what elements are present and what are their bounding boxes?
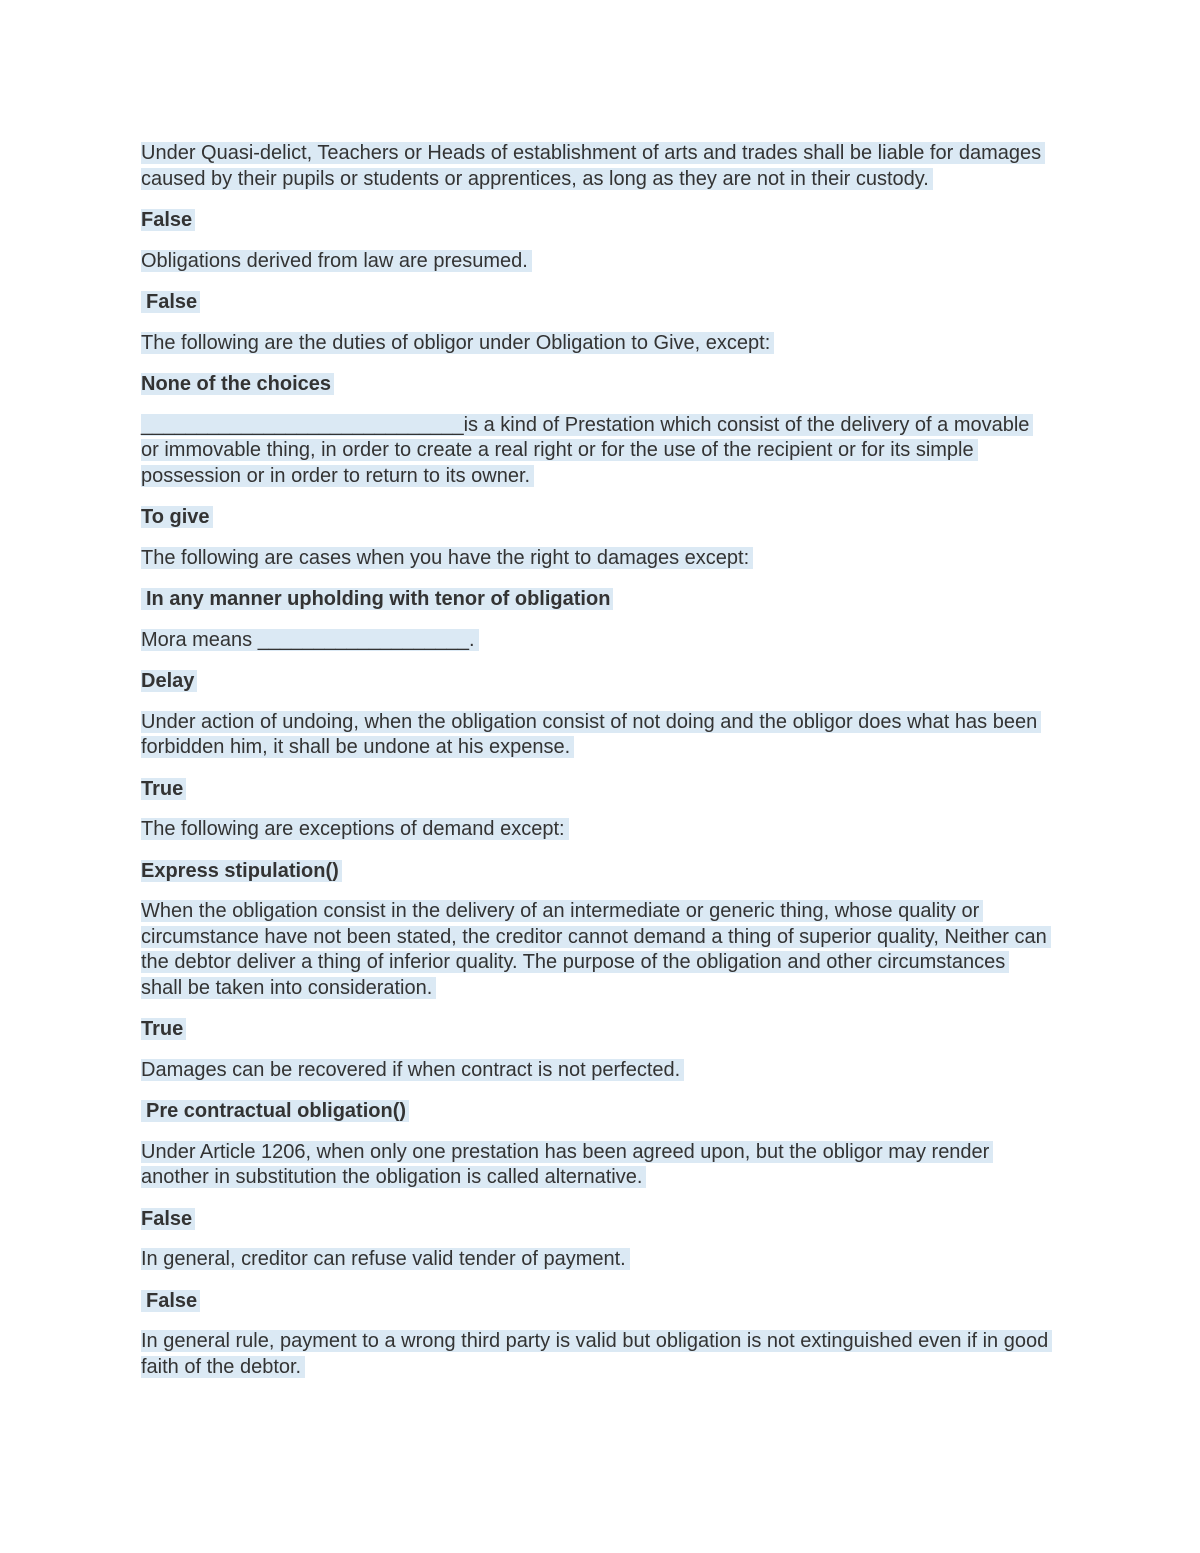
question-text: _____________________________is a kind of Prestation which consist of the delivery of a movable or immovable thing, in order to create a real right or for the use of the recipient or for its simple possession or in order to return to its owner. [141, 414, 1033, 487]
question-13 [141, 1329, 1051, 1380]
question-5 [141, 546, 1051, 572]
question-11 [141, 1140, 1051, 1191]
question-10 [141, 1058, 1051, 1084]
answer-1 [141, 208, 1051, 234]
document-page [141, 141, 1051, 1396]
answer-text: None of the choices [141, 373, 334, 395]
answer-12 [141, 1289, 1051, 1315]
question-text: Mora means ___________________. [141, 629, 479, 651]
answer-text: Pre contractual obligation() [141, 1100, 409, 1122]
question-text: The following are exceptions of demand except: [141, 818, 569, 840]
answer-5 [141, 587, 1051, 613]
answer-text: False [141, 1290, 200, 1312]
question-6 [141, 628, 1051, 654]
question-4 [141, 413, 1051, 490]
question-2 [141, 249, 1051, 275]
answer-text: Delay [141, 670, 197, 692]
answer-3 [141, 372, 1051, 398]
answer-9 [141, 1017, 1051, 1043]
answer-11 [141, 1207, 1051, 1233]
answer-2 [141, 290, 1051, 316]
answer-7 [141, 777, 1051, 803]
question-text: Under action of undoing, when the obligation consist of not doing and the obligor does what has been forbidden him, it shall be undone at his expense. [141, 711, 1041, 759]
answer-text: True [141, 1018, 186, 1040]
question-12 [141, 1247, 1051, 1273]
answer-8 [141, 859, 1051, 885]
question-text: In general, creditor can refuse valid tender of payment. [141, 1248, 630, 1270]
answer-6 [141, 669, 1051, 695]
answer-text: Express stipulation() [141, 860, 342, 882]
question-text: The following are the duties of obligor under Obligation to Give, except: [141, 332, 774, 354]
question-text: When the obligation consist in the delivery of an intermediate or generic thing, whose quality or circumstance have not been stated, the creditor cannot demand a thing of superior quality, Neither can the debtor deliver a thing of inferior quality. The purpose of the obligation and other circumstances shall be taken into consideration. [141, 900, 1051, 999]
question-text: In general rule, payment to a wrong third party is valid but obligation is not extinguished even if in good faith of the debtor. [141, 1330, 1052, 1378]
question-text: Under Article 1206, when only one prestation has been agreed upon, but the obligor may render another in substitution the obligation is called alternative. [141, 1141, 993, 1189]
question-9 [141, 899, 1051, 1001]
answer-text: To give [141, 506, 213, 528]
question-text: Under Quasi-delict, Teachers or Heads of establishment of arts and trades shall be liable for damages caused by their pupils or students or apprentices, as long as they are not in their custody. [141, 142, 1045, 190]
question-text: Obligations derived from law are presumed. [141, 250, 532, 272]
answer-text: False [141, 291, 200, 313]
answer-4 [141, 505, 1051, 531]
question-7 [141, 710, 1051, 761]
question-3 [141, 331, 1051, 357]
answer-text: True [141, 778, 186, 800]
question-text: Damages can be recovered if when contract is not perfected. [141, 1059, 684, 1081]
question-8 [141, 817, 1051, 843]
answer-text: In any manner upholding with tenor of obligation [141, 588, 613, 610]
question-1 [141, 141, 1051, 192]
answer-text: False [141, 209, 195, 231]
question-text: The following are cases when you have the right to damages except: [141, 547, 753, 569]
answer-10 [141, 1099, 1051, 1125]
answer-text: False [141, 1208, 195, 1230]
